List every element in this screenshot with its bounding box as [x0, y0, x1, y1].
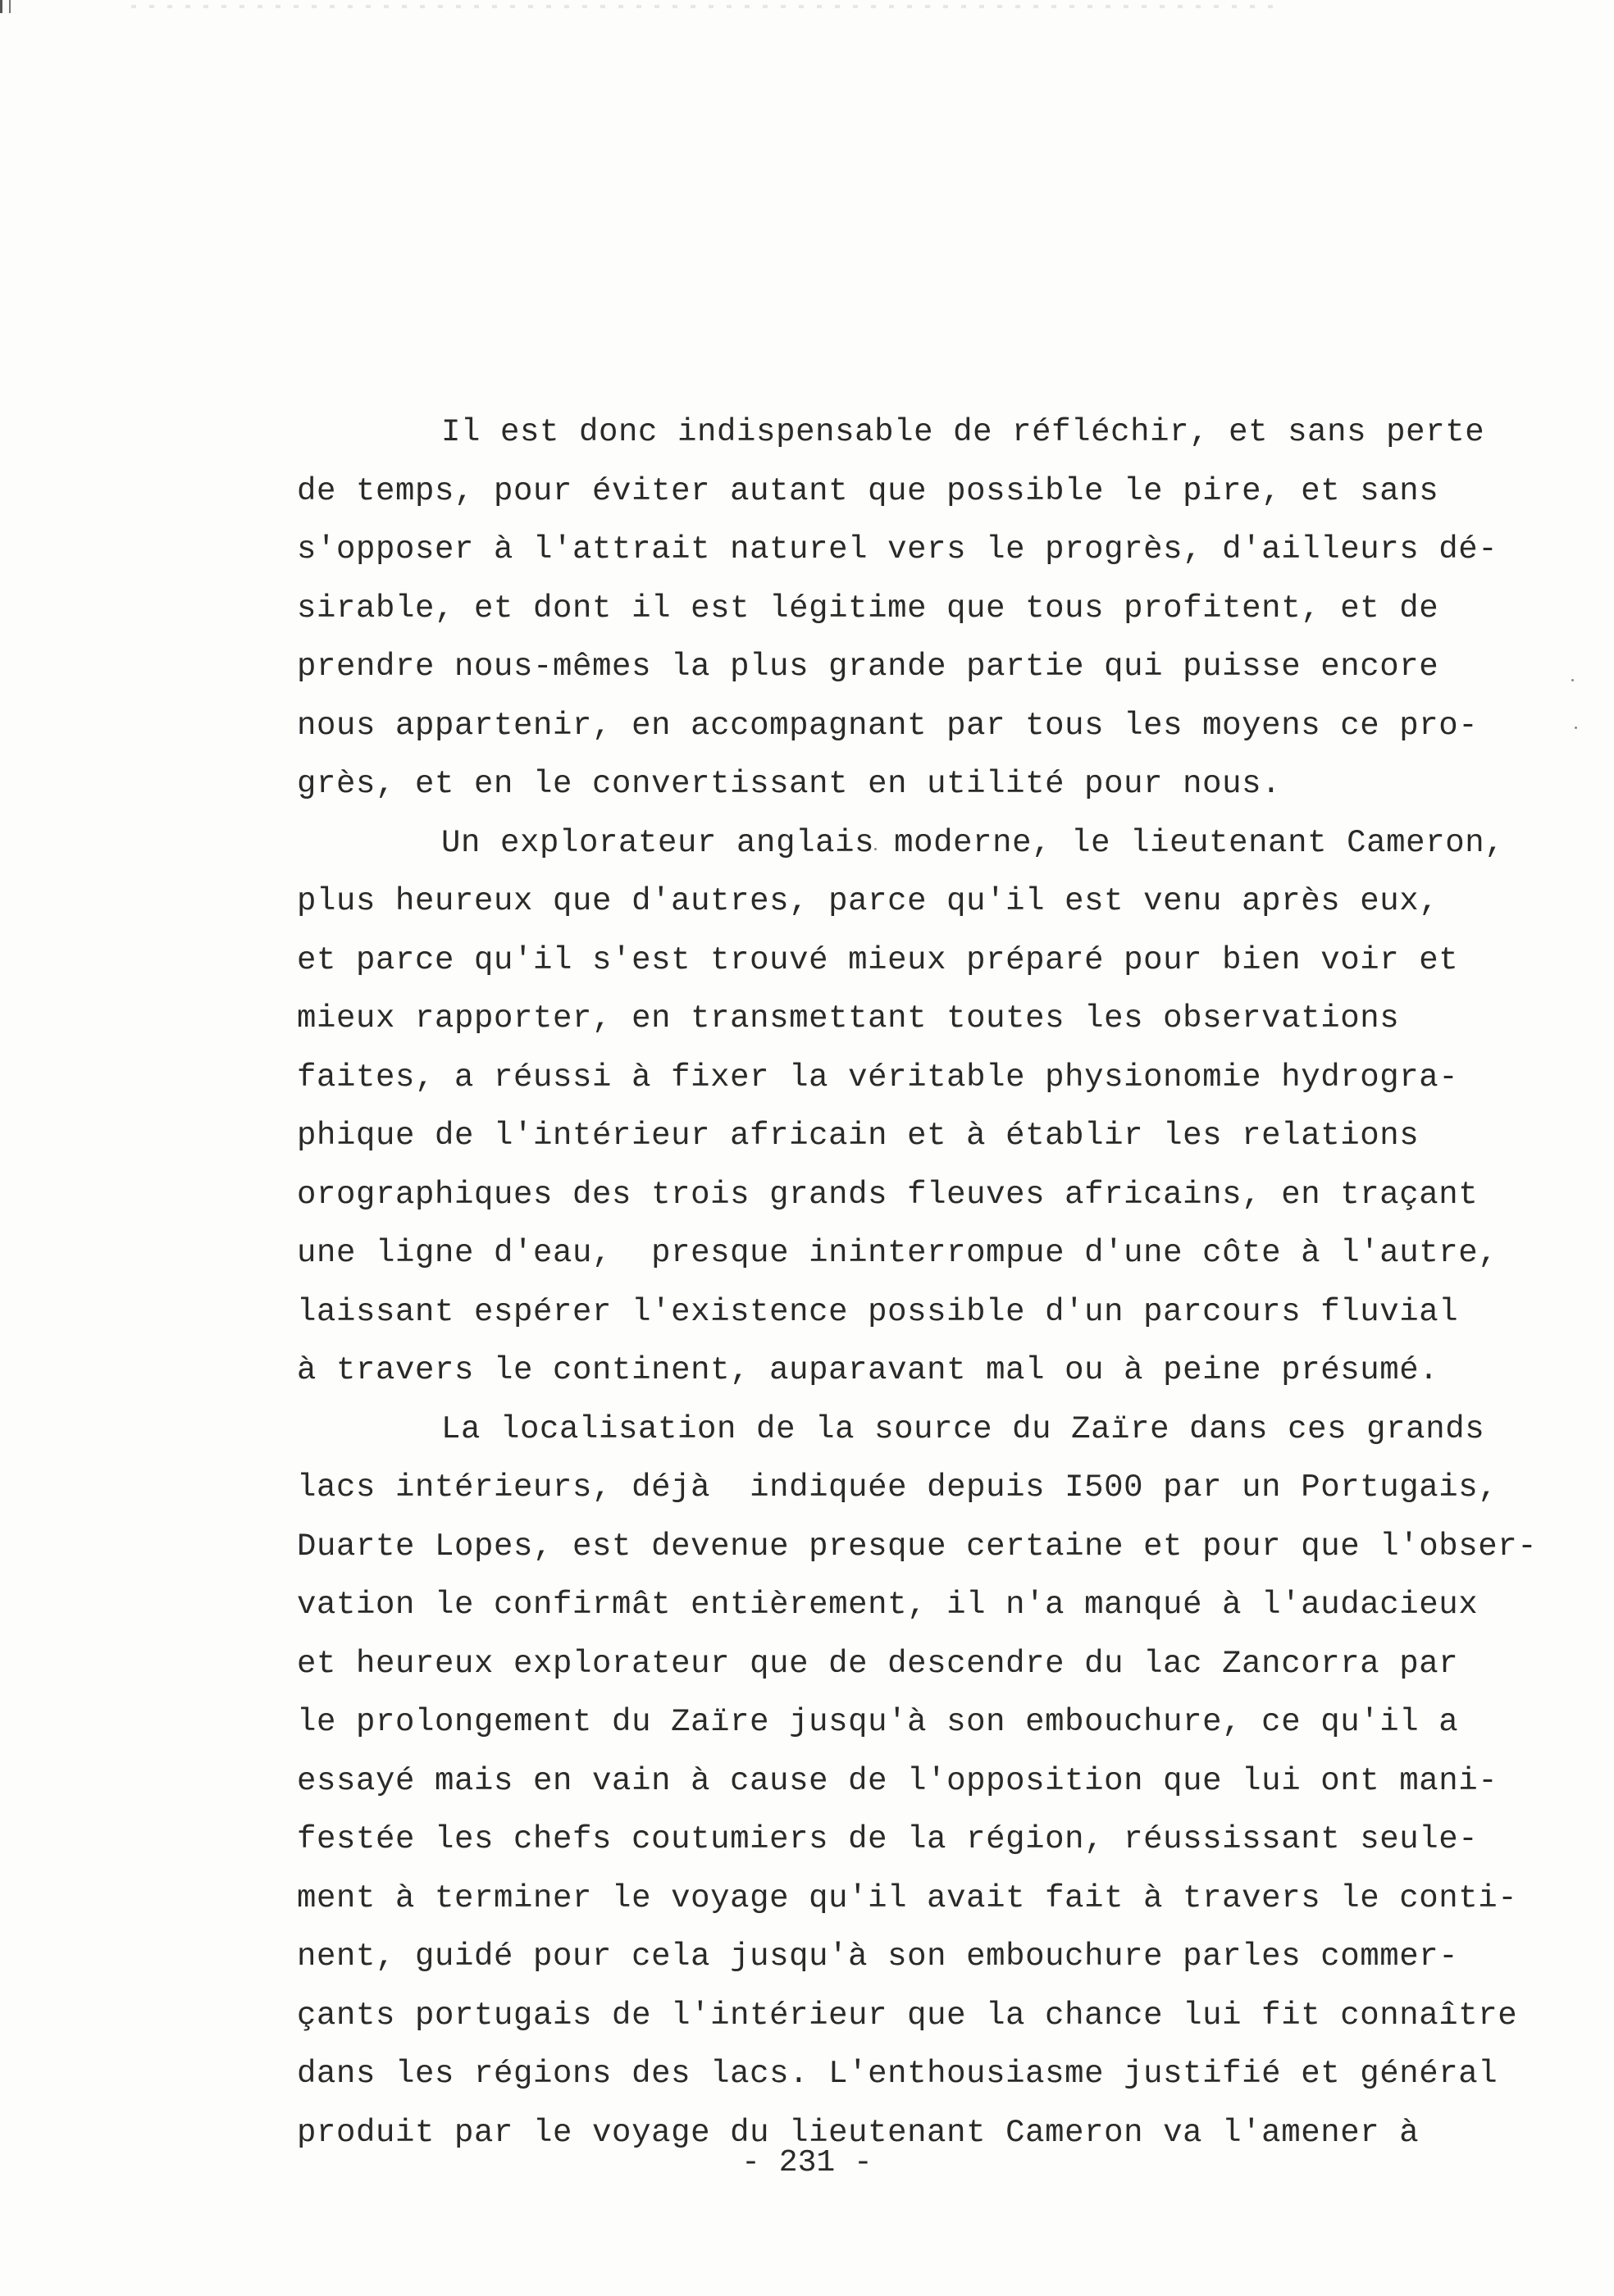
text-line: dans les régions des lacs. L'enthousiasme justifié et général [297, 2056, 1498, 2092]
text-line: produit par le voyage du lieutenant Cameron va l'amener à [297, 2114, 1420, 2151]
text-line: et heureux explorateur que de descendre du lac Zancorra par [297, 1645, 1459, 1682]
page-number: - 231 - [741, 2145, 873, 2180]
text-line: vation le confirmât entièrement, il n'a manqué à l'audacieux [297, 1587, 1479, 1623]
text-line: de temps, pour éviter autant que possible le pire, et sans [297, 472, 1439, 509]
text-line: ment à terminer le voyage qu'il avait fait à travers le conti- [297, 1879, 1518, 1916]
body-text [297, 403, 1543, 2162]
text-line: le prolongement du Zaïre jusqu'à son embouchure, ce qu'il a [297, 1704, 1459, 1740]
text-line: nous appartenir, en accompagnant par tous les moyens ce pro- [297, 707, 1479, 744]
text-line: et parce qu'il s'est trouvé mieux préparé pour bien voir et [297, 941, 1459, 978]
text-line: Un explorateur anglais moderne, le lieutenant Cameron, [441, 824, 1505, 861]
scan-noise-strip [131, 5, 1279, 8]
text-line: orographiques des trois grands fleuves africains, en traçant [297, 1176, 1479, 1213]
text-line: faites, a réussi à fixer la véritable physionomie hydrogra- [297, 1059, 1459, 1096]
text-line: Il est donc indispensable de réfléchir, et sans perte [441, 414, 1485, 450]
text-line: nent, guidé pour cela jusqu'à son embouchure parles commer- [297, 1938, 1459, 1975]
text-line: festée les chefs coutumiers de la région, réussissant seule- [297, 1821, 1479, 1857]
scan-edge-mark [0, 0, 11, 13]
text-line: Duarte Lopes, est devenue presque certaine et pour que l'obser- [297, 1528, 1538, 1565]
text-line: mieux rapporter, en transmettant toutes les observations [297, 1000, 1400, 1036]
text-line: prendre nous-mêmes la plus grande partie qui puisse encore [297, 649, 1439, 685]
text-line: à travers le continent, auparavant mal ou à peine présumé. [297, 1352, 1439, 1388]
text-line: phique de l'intérieur africain et à établir les relations [297, 1118, 1420, 1154]
text-line: lacs intérieurs, déjà indiquée depuis I500 par un Portugais, [297, 1469, 1498, 1506]
scan-speck [1575, 727, 1577, 729]
text-line: La localisation de la source du Zaïre dans ces grands [441, 1410, 1485, 1447]
text-line: grès, et en le convertissant en utilité pour nous. [297, 766, 1282, 802]
text-line: laissant espérer l'existence possible d'un parcours fluvial [297, 1293, 1459, 1330]
text-line: s'opposer à l'attrait naturel vers le progrès, d'ailleurs dé- [297, 531, 1498, 567]
scan-speck [1571, 679, 1574, 681]
text-line: sirable, et dont il est légitime que tous profitent, et de [297, 590, 1439, 626]
text-line: plus heureux que d'autres, parce qu'il est venu après eux, [297, 883, 1439, 919]
text-line: une ligne d'eau, presque ininterrompue d'une côte à l'autre, [297, 1235, 1498, 1271]
text-line: essayé mais en vain à cause de l'opposition que lui ont mani- [297, 1762, 1498, 1799]
text-line: çants portugais de l'intérieur que la chance lui fit connaître [297, 1997, 1518, 2034]
